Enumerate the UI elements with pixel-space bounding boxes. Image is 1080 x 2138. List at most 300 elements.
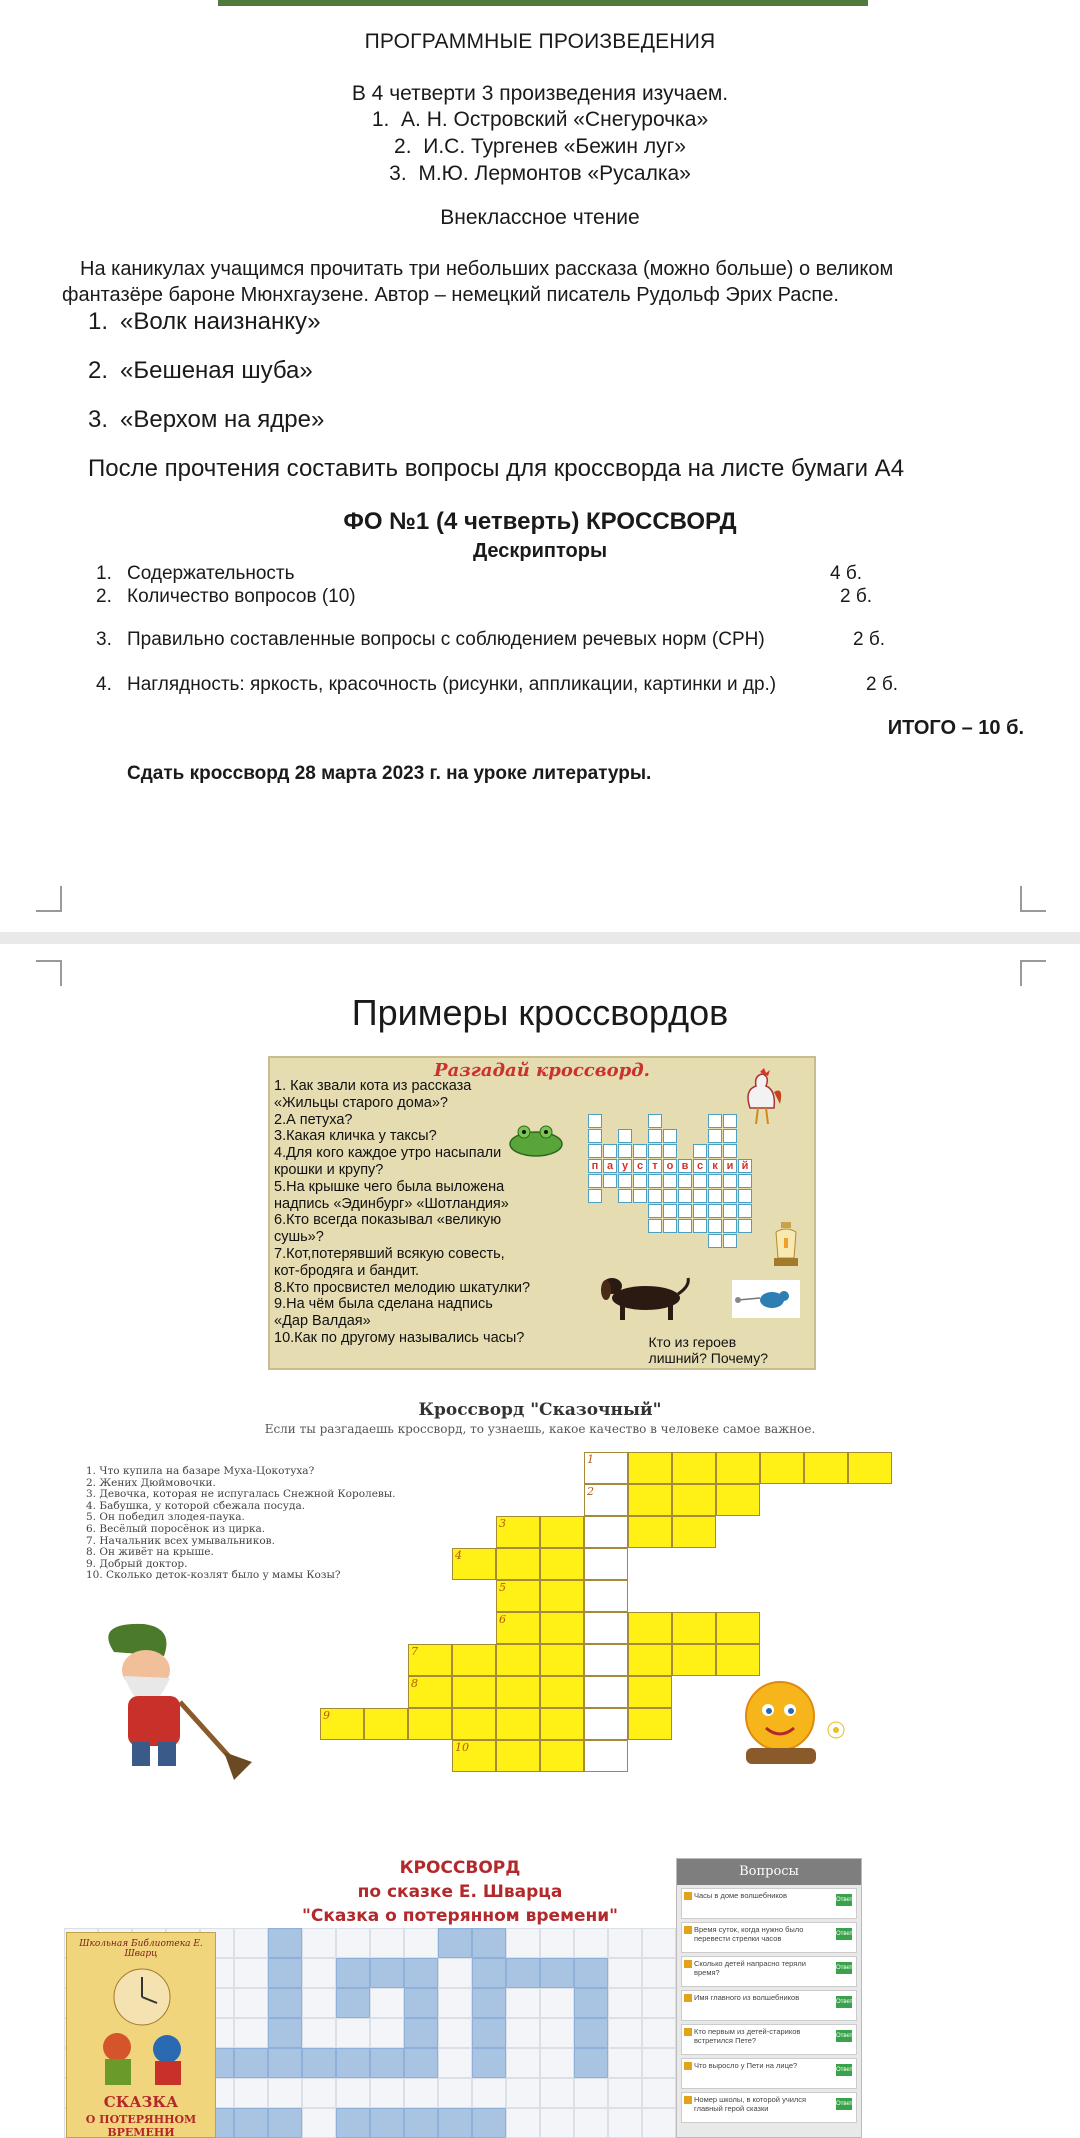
- crossword-1-cell: [618, 1174, 632, 1188]
- crossword-3-cell: [438, 2018, 472, 2048]
- crossword-2-cell: [496, 1676, 540, 1708]
- crossword-3-cell: [302, 1928, 336, 1958]
- crossword-3-answer-cell: [370, 2108, 404, 2138]
- answer-button[interactable]: Ответ: [836, 1894, 852, 1906]
- crossword-1-answer-cell: и: [723, 1159, 737, 1173]
- question-panel-item[interactable]: [681, 1922, 857, 1953]
- page-corner-mark: [1020, 886, 1046, 912]
- crossword-3-answer-cell: [336, 1958, 370, 1988]
- crossword-1-cell: [633, 1174, 647, 1188]
- crossword-2-cell: [408, 1644, 452, 1676]
- crossword-1-cell: [708, 1204, 722, 1218]
- crossword-3-answer-cell: [438, 2108, 472, 2138]
- crossword-1-cell: [738, 1219, 752, 1233]
- crossword-2-cell: [452, 1644, 496, 1676]
- crossword-3-cell: [506, 2108, 540, 2138]
- crossword-2-key-cell: [584, 1708, 628, 1740]
- crossword-3-answer-cell: [370, 1958, 404, 1988]
- crossword-3-answer-cell: [472, 1928, 506, 1958]
- quarter-subheading: В 4 четверти 3 произведения изучаем.: [351, 82, 729, 105]
- crossword-2-cell-number: 2: [587, 1485, 594, 1498]
- crossword-1-questions: [274, 1078, 604, 1347]
- crossword-3-cell: [404, 2078, 438, 2108]
- crossword-3-cell: [642, 2048, 676, 2078]
- crossword-2-cell-number: 10: [455, 1741, 469, 1754]
- crossword-2-key-cell: [584, 1676, 628, 1708]
- crossword-3-cell: [540, 1988, 574, 2018]
- crossword-1-cell: [663, 1174, 677, 1188]
- crossword-3-cell: [234, 2078, 268, 2108]
- crossword-3-cell: [234, 1988, 268, 2018]
- question-text: Что выросло у Пети на лице?: [694, 2061, 798, 2070]
- crossword-3-cell: [438, 1988, 472, 2018]
- crossword-1-question-line: 3.Какая кличка у таксы?: [274, 1128, 437, 1145]
- crossword-2-key-cell: [584, 1548, 628, 1580]
- questions-panel-title: Вопросы: [677, 1859, 861, 1885]
- crossword-2-cell: [804, 1452, 848, 1484]
- answer-button[interactable]: Ответ: [836, 1996, 852, 2008]
- crossword-2-cell: [672, 1516, 716, 1548]
- works-list: [0, 106, 1080, 187]
- crossword-3-cell: [404, 1928, 438, 1958]
- stories-list: [88, 308, 324, 455]
- crossword-1-question-line: 8.Кто просвистел мелодию шкатулки?: [274, 1279, 531, 1296]
- crossword-2-cell: [760, 1452, 804, 1484]
- crossword-3-cell: [234, 1928, 268, 1958]
- crossword-1-cell: [588, 1189, 602, 1203]
- crossword-2-cell: [628, 1452, 672, 1484]
- crossword-3-cell: [438, 1958, 472, 1988]
- crossword-image-1: [268, 1056, 816, 1370]
- list-item: 1. А. Н. Островский «Снегурочка»: [371, 108, 709, 131]
- crossword-2-questions: [86, 1466, 396, 1582]
- crossword-1-question-line: 7.Кот,потерявший всякую совесть,: [274, 1245, 505, 1262]
- crossword-1-cell: [723, 1114, 737, 1128]
- crossword-2-cell-number: 7: [411, 1645, 418, 1658]
- crossword-2-question-line: 8. Он живёт на крыше.: [86, 1546, 214, 1559]
- book-cover: Школьная Библиотека Е. Шварц СКАЗКА О ПОТЕРЯННОМ ВРЕМЕНИ: [66, 1932, 216, 2138]
- total-score: ИТОГО – 10 б.: [887, 717, 1024, 739]
- crossword-1-answer-cell: п: [588, 1159, 602, 1173]
- crossword-1-answer-cell: в: [678, 1159, 692, 1173]
- crossword-1-cell: [708, 1144, 722, 1158]
- crossword-3-title-line2: по сказке Е. Шварца: [357, 1882, 563, 1902]
- crossword-1-question-line: надпись «Эдинбург» «Шотландия»: [274, 1195, 509, 1212]
- crossword-3-cell: [506, 1928, 540, 1958]
- question-text: Кто первым из детей-стариков встретился Пете?: [694, 2027, 801, 2045]
- crossword-1-question-line: крошки и крупу?: [274, 1161, 384, 1178]
- crossword-2-question-line: 7. Начальник всех умывальников.: [86, 1534, 275, 1547]
- crossword-1-cell: [633, 1189, 647, 1203]
- crossword-1-cell: [693, 1174, 707, 1188]
- question-text: Сколько детей напрасно теряли время?: [694, 1959, 806, 1977]
- crossword-1-cell: [708, 1234, 722, 1248]
- crossword-1-cell: [648, 1129, 662, 1143]
- examples-title: Примеры кроссвордов: [351, 992, 729, 1033]
- crossword-2-cell: [628, 1644, 672, 1676]
- crossword-1-answer-cell: а: [603, 1159, 617, 1173]
- crossword-1-question-line: 1. Как звали кота из рассказа: [274, 1078, 472, 1094]
- crossword-2-key-cell: [584, 1452, 628, 1484]
- crossword-2-question-line: 1. Что купила на базаре Муха-Цокотуха?: [86, 1465, 315, 1477]
- crossword-2-key-cell: [584, 1580, 628, 1612]
- crossword-2-cell: [716, 1612, 760, 1644]
- crossword-1-cell: [663, 1189, 677, 1203]
- question-panel-item[interactable]: [681, 1888, 857, 1919]
- descriptors-title: Дескрипторы: [472, 540, 608, 562]
- crossword-3-answer-cell: [574, 2048, 608, 2078]
- crossword-3-cell: [506, 2018, 540, 2048]
- question-panel-item[interactable]: [681, 1990, 857, 2021]
- crossword-3-answer-cell: [268, 2108, 302, 2138]
- crossword-2-cell: [452, 1708, 496, 1740]
- crossword-3-cell: [642, 1958, 676, 1988]
- descriptor-row: 1. Содержательность 4 б.: [96, 563, 863, 584]
- question-text: Номер школы, в которой учился главный герой сказки: [694, 2095, 807, 2113]
- question-panel-item[interactable]: [681, 2092, 857, 2123]
- crossword-3-cell: [506, 2048, 540, 2078]
- crossword-3-cell: [302, 2078, 336, 2108]
- question-text: Часы в доме волшебников: [694, 1891, 787, 1900]
- crossword-1-question-line: «Жильцы старого дома»?: [274, 1094, 448, 1111]
- question-text: Время суток, когда нужно было перевести стрелки часов: [694, 1925, 804, 1943]
- crossword-1-cell: [618, 1129, 632, 1143]
- crossword-3-cell: [608, 1958, 642, 1988]
- crossword-3-cell: [642, 2108, 676, 2138]
- question-icon: [684, 2028, 692, 2036]
- crossword-1-question-line: 10.Как по другому назывались часы?: [274, 1329, 525, 1346]
- crossword-3-answer-cell: [268, 2048, 302, 2078]
- crossword-2-cell: [848, 1452, 892, 1484]
- crossword-1-footer: Кто из героев лишний? Почему?: [648, 1334, 768, 1366]
- crossword-1-answer-cell: у: [618, 1159, 632, 1173]
- crossword-1-cell: [618, 1189, 632, 1203]
- crossword-2-cell: [408, 1708, 452, 1740]
- crossword-3-cell: [438, 2078, 472, 2108]
- questions-panel: [676, 1858, 862, 2138]
- answer-button[interactable]: Ответ: [836, 1928, 852, 1940]
- crossword-1-question-line: 6.Кто всегда показывал «великую: [274, 1212, 502, 1229]
- crossword-1-cell: [678, 1189, 692, 1203]
- crossword-3-answer-cell: [472, 2018, 506, 2048]
- crossword-2-cell: [452, 1548, 496, 1580]
- crossword-1-cell: [603, 1144, 617, 1158]
- crossword-3-cell: [336, 2018, 370, 2048]
- crossword-1-question-line: 5.На крышке чего была выложена: [274, 1178, 505, 1195]
- crossword-2-cell: [540, 1676, 584, 1708]
- crossword-1-answer-cell: й: [738, 1159, 752, 1173]
- list-item: 3. М.Ю. Лермонтов «Русалка»: [389, 162, 691, 185]
- list-item: 3. «Верхом на ядре»: [88, 406, 325, 433]
- crossword-3-cell: [268, 2078, 302, 2108]
- crossword-3-answer-cell: [268, 1988, 302, 2018]
- crossword-2-cell: [540, 1740, 584, 1772]
- question-icon: [684, 1994, 692, 2002]
- crossword-2-cell: [540, 1516, 584, 1548]
- frog-icon: [506, 1122, 566, 1158]
- answer-button[interactable]: Ответ: [836, 2098, 852, 2110]
- crossword-3-cell: [540, 2018, 574, 2048]
- crossword-3-answer-cell: [268, 1928, 302, 1958]
- bird-icon: [732, 1280, 800, 1318]
- crossword-3-cell: [642, 2018, 676, 2048]
- crossword-1-cell: [663, 1129, 677, 1143]
- answer-button[interactable]: Ответ: [836, 2064, 852, 2076]
- page-corner-mark: [36, 960, 62, 986]
- crossword-2-cell: [628, 1612, 672, 1644]
- crossword-3-cell: [574, 2108, 608, 2138]
- crossword-3-answer-cell: [268, 1958, 302, 1988]
- crossword-3-title-line1: КРОССВОРД: [399, 1858, 521, 1878]
- crossword-2-cell: [540, 1548, 584, 1580]
- crossword-2-cell-number: 5: [499, 1581, 506, 1594]
- crossword-2-question-line: 2. Жених Дюймовочки.: [86, 1476, 216, 1489]
- crossword-1-answer-cell: т: [648, 1159, 662, 1173]
- crossword-2-key-cell: [584, 1612, 628, 1644]
- crossword-1-cell: [678, 1219, 692, 1233]
- dachshund-icon: [600, 1268, 690, 1324]
- crossword-3-cell: [370, 2018, 404, 2048]
- crossword-2-cell: [496, 1708, 540, 1740]
- crossword-3-answer-cell: [472, 1988, 506, 2018]
- crossword-3-answer-cell: [574, 1988, 608, 2018]
- crossword-1-cell: [588, 1174, 602, 1188]
- crossword-3-cell: [608, 2048, 642, 2078]
- lamp-icon: [770, 1218, 802, 1274]
- crossword-3-answer-cell: [472, 2048, 506, 2078]
- crossword-1-cell: [588, 1114, 602, 1128]
- assessment-title: ФО №1 (4 четверть) КРОССВОРД: [343, 508, 737, 535]
- crossword-1-cell: [603, 1174, 617, 1188]
- crossword-2-cell: [672, 1484, 716, 1516]
- list-item: 2. «Бешеная шуба»: [88, 357, 313, 384]
- crossword-1-cell: [723, 1144, 737, 1158]
- question-panel-item[interactable]: [681, 2024, 857, 2055]
- rooster-icon: [740, 1068, 784, 1128]
- crossword-3-cell: [608, 1928, 642, 1958]
- question-panel-item[interactable]: [681, 2058, 857, 2089]
- crossword-2-cell: [540, 1644, 584, 1676]
- descriptor-row: 2. Количество вопросов (10) 2 б.: [96, 586, 873, 607]
- crossword-2-question-line: 9. Добрый доктор.: [86, 1557, 188, 1570]
- crossword-3-cell: [608, 2018, 642, 2048]
- crossword-1-cell: [708, 1174, 722, 1188]
- crossword-1-cell: [693, 1189, 707, 1203]
- crossword-1-cell: [663, 1144, 677, 1158]
- question-icon: [684, 2096, 692, 2104]
- crossword-1-cell: [648, 1144, 662, 1158]
- question-icon: [684, 2062, 692, 2070]
- deadline-text: Сдать кроссворд 28 марта 2023 г. на уроке литературы.: [127, 763, 652, 784]
- crossword-3-answer-cell: [404, 2018, 438, 2048]
- crossword-2-cell: [628, 1484, 672, 1516]
- crossword-3-cell: [642, 1928, 676, 1958]
- crossword-3-cell: [370, 1988, 404, 2018]
- page-heading: ПРОГРАММНЫЕ ПРОИЗВЕДЕНИЯ: [364, 30, 716, 53]
- crossword-3-answer-cell: [234, 2108, 268, 2138]
- crossword-3-answer-cell: [336, 2048, 370, 2078]
- crossword-3-cell: [574, 2078, 608, 2108]
- crossword-3-cell: [506, 1988, 540, 2018]
- crossword-1-cell: [738, 1189, 752, 1203]
- crossword-1-answer-cell: к: [708, 1159, 722, 1173]
- crossword-3-cell: [438, 2048, 472, 2078]
- crossword-1-answer-cell: с: [693, 1159, 707, 1173]
- crossword-2-cell: [540, 1580, 584, 1612]
- crossword-1-cell: [723, 1234, 737, 1248]
- crossword-3-answer-cell: [404, 2108, 438, 2138]
- crossword-2-cell: [364, 1708, 408, 1740]
- crossword-3-cell: [472, 2078, 506, 2108]
- crossword-1-cell: [663, 1204, 677, 1218]
- crossword-2-cell: [672, 1644, 716, 1676]
- answer-button[interactable]: Ответ: [836, 2030, 852, 2042]
- crossword-3-cell: [234, 2018, 268, 2048]
- crossword-1-answer-cell: с: [633, 1159, 647, 1173]
- crossword-3-answer-cell: [472, 2108, 506, 2138]
- crossword-1-cell: [648, 1219, 662, 1233]
- crossword-3-answer-cell: [540, 1958, 574, 1988]
- gnome-icon: [84, 1612, 254, 1782]
- instructions-paragraph: На каникулах учащимся прочитать три небольших рассказа (можно больше) о великом фантазёре бароне Мюнхгаузене. Автор – немецкий писатель Рудольф Эрих Распе.: [62, 258, 894, 306]
- crossword-2-question-line: 3. Девочка, которая не испугалась Снежной Королевы.: [86, 1488, 396, 1501]
- page-corner-mark: [1020, 960, 1046, 986]
- crossword-1-cell: [693, 1219, 707, 1233]
- crossword-3-answer-cell: [506, 1958, 540, 1988]
- crossword-2-cell: [628, 1676, 672, 1708]
- crossword-1-cell: [723, 1204, 737, 1218]
- crossword-1-cell: [648, 1174, 662, 1188]
- crossword-3-cell: [506, 2078, 540, 2108]
- list-item: 1. «Волк наизнанку»: [88, 308, 321, 335]
- crossword-2-cell: [320, 1708, 364, 1740]
- crossword-1-title: Разгадай кроссворд.: [434, 1060, 650, 1081]
- crossword-1-cell: [693, 1204, 707, 1218]
- crossword-3-cell: [370, 1928, 404, 1958]
- crossword-3-cell: [642, 1988, 676, 2018]
- crossword-1-cell: [693, 1144, 707, 1158]
- question-icon: [684, 1926, 692, 1934]
- crossword-3-answer-cell: [438, 1928, 472, 1958]
- crossword-1-answer-cell: о: [663, 1159, 677, 1173]
- crossword-3-cell: [234, 1958, 268, 1988]
- crossword-3-cell: [336, 1928, 370, 1958]
- question-icon: [684, 1960, 692, 1968]
- crossword-1-cell: [723, 1189, 737, 1203]
- crossword-2-cell-number: 3: [499, 1517, 506, 1530]
- crossword-2-key-cell: [584, 1516, 628, 1548]
- crossword-1-cell: [708, 1219, 722, 1233]
- list-item: 2. И.С. Тургенев «Бежин луг»: [394, 135, 686, 158]
- crossword-2-cell: [716, 1452, 760, 1484]
- crossword-1-cell: [708, 1129, 722, 1143]
- crossword-2-cell-number: 6: [499, 1613, 506, 1626]
- crossword-2-key-cell: [584, 1644, 628, 1676]
- crossword-1-cell: [678, 1174, 692, 1188]
- crossword-1-cell: [648, 1189, 662, 1203]
- crossword-3-answer-cell: [336, 1988, 370, 2018]
- question-text: Имя главного из волшебников: [694, 1993, 800, 2002]
- crossword-3-cell: [540, 2048, 574, 2078]
- crossword-2-cell: [716, 1484, 760, 1516]
- answer-button[interactable]: Ответ: [836, 1962, 852, 1974]
- crossword-3-cell: [540, 1928, 574, 1958]
- crossword-2-cell: [408, 1676, 452, 1708]
- crossword-1-cell: [663, 1219, 677, 1233]
- crossword-3-answer-cell: [234, 2048, 268, 2078]
- crossword-3-answer-cell: [472, 1958, 506, 1988]
- crossword-3-title-line3: "Сказка о потерянном времени": [301, 1906, 619, 1926]
- top-image-strip: [218, 0, 868, 6]
- crossword-1-cell: [648, 1204, 662, 1218]
- crossword-1-cell: [708, 1189, 722, 1203]
- crossword-3-answer-cell: [370, 2048, 404, 2078]
- crossword-2-title: Кроссворд "Сказочный": [418, 1400, 662, 1420]
- crossword-1-cell: [708, 1114, 722, 1128]
- crossword-3-answer-cell: [574, 1958, 608, 1988]
- crossword-1-cell: [588, 1144, 602, 1158]
- crossword-3-cell: [302, 2018, 336, 2048]
- crossword-2-subtitle: Если ты разгадаешь кроссворд, то узнаешь, какое качество в человеке самое важное.: [264, 1422, 816, 1436]
- crossword-3-cell: [608, 1988, 642, 2018]
- crossword-3-cell: [302, 2108, 336, 2138]
- extracurricular-title: Внеклассное чтение: [440, 206, 640, 229]
- crossword-1-cell: [723, 1129, 737, 1143]
- crossword-3-cell: [540, 2108, 574, 2138]
- page-separator: [0, 932, 1080, 944]
- crossword-1-question-line: кот-бродяга и бандит.: [274, 1262, 420, 1279]
- crossword-2-cell: [452, 1676, 496, 1708]
- crossword-2-cell-number: 1: [587, 1453, 594, 1466]
- crossword-2-cell: [452, 1740, 496, 1772]
- crossword-1-cell: [618, 1144, 632, 1158]
- crossword-1-question-line: сушь»?: [274, 1229, 324, 1246]
- crossword-1-cell: [723, 1219, 737, 1233]
- crossword-2-question-line: 10. Сколько деток-козлят было у мамы Козы?: [86, 1569, 341, 1582]
- question-panel-item[interactable]: [681, 1956, 857, 1987]
- crossword-2-key-cell: [584, 1484, 628, 1516]
- crossword-3-cell: [608, 2078, 642, 2108]
- crossword-1-cell: [723, 1174, 737, 1188]
- descriptor-row: 4. Наглядность: яркость, красочность (рисунки, аппликации, картинки и др.) 2 б.: [96, 674, 899, 695]
- page-corner-mark: [36, 886, 62, 912]
- crossword-3-cell: [540, 2078, 574, 2108]
- crossword-2-cell: [628, 1708, 672, 1740]
- crossword-1-cell: [738, 1204, 752, 1218]
- crossword-3-answer-cell: [404, 2048, 438, 2078]
- crossword-2-cell-number: 9: [323, 1709, 330, 1722]
- crossword-1-cell: [633, 1144, 647, 1158]
- crossword-2-cell-number: 8: [411, 1677, 418, 1690]
- crossword-2-key-cell: [584, 1740, 628, 1772]
- crossword-3-cell: [302, 1988, 336, 2018]
- crossword-1-cell: [678, 1204, 692, 1218]
- document-page-1: [0, 0, 1080, 932]
- crossword-2-cell: [496, 1548, 540, 1580]
- crossword-2-cell: [540, 1612, 584, 1644]
- crossword-1-question-line: «Дар Валдая»: [274, 1313, 371, 1330]
- crossword-2-cell: [496, 1580, 540, 1612]
- crossword-3-answer-cell: [302, 2048, 336, 2078]
- crossword-2-cell: [540, 1708, 584, 1740]
- crossword-2-question-line: 6. Весёлый поросёнок из цирка.: [86, 1522, 266, 1535]
- crossword-1-cell: [648, 1114, 662, 1128]
- crossword-2-cell-number: 4: [455, 1549, 462, 1562]
- crossword-3-cell: [608, 2108, 642, 2138]
- descriptor-row: 3. Правильно составленные вопросы с соблюдением речевых норм (СРН) 2 б.: [96, 629, 886, 650]
- crossword-3-answer-cell: [268, 2018, 302, 2048]
- crossword-3-cell: [370, 2078, 404, 2108]
